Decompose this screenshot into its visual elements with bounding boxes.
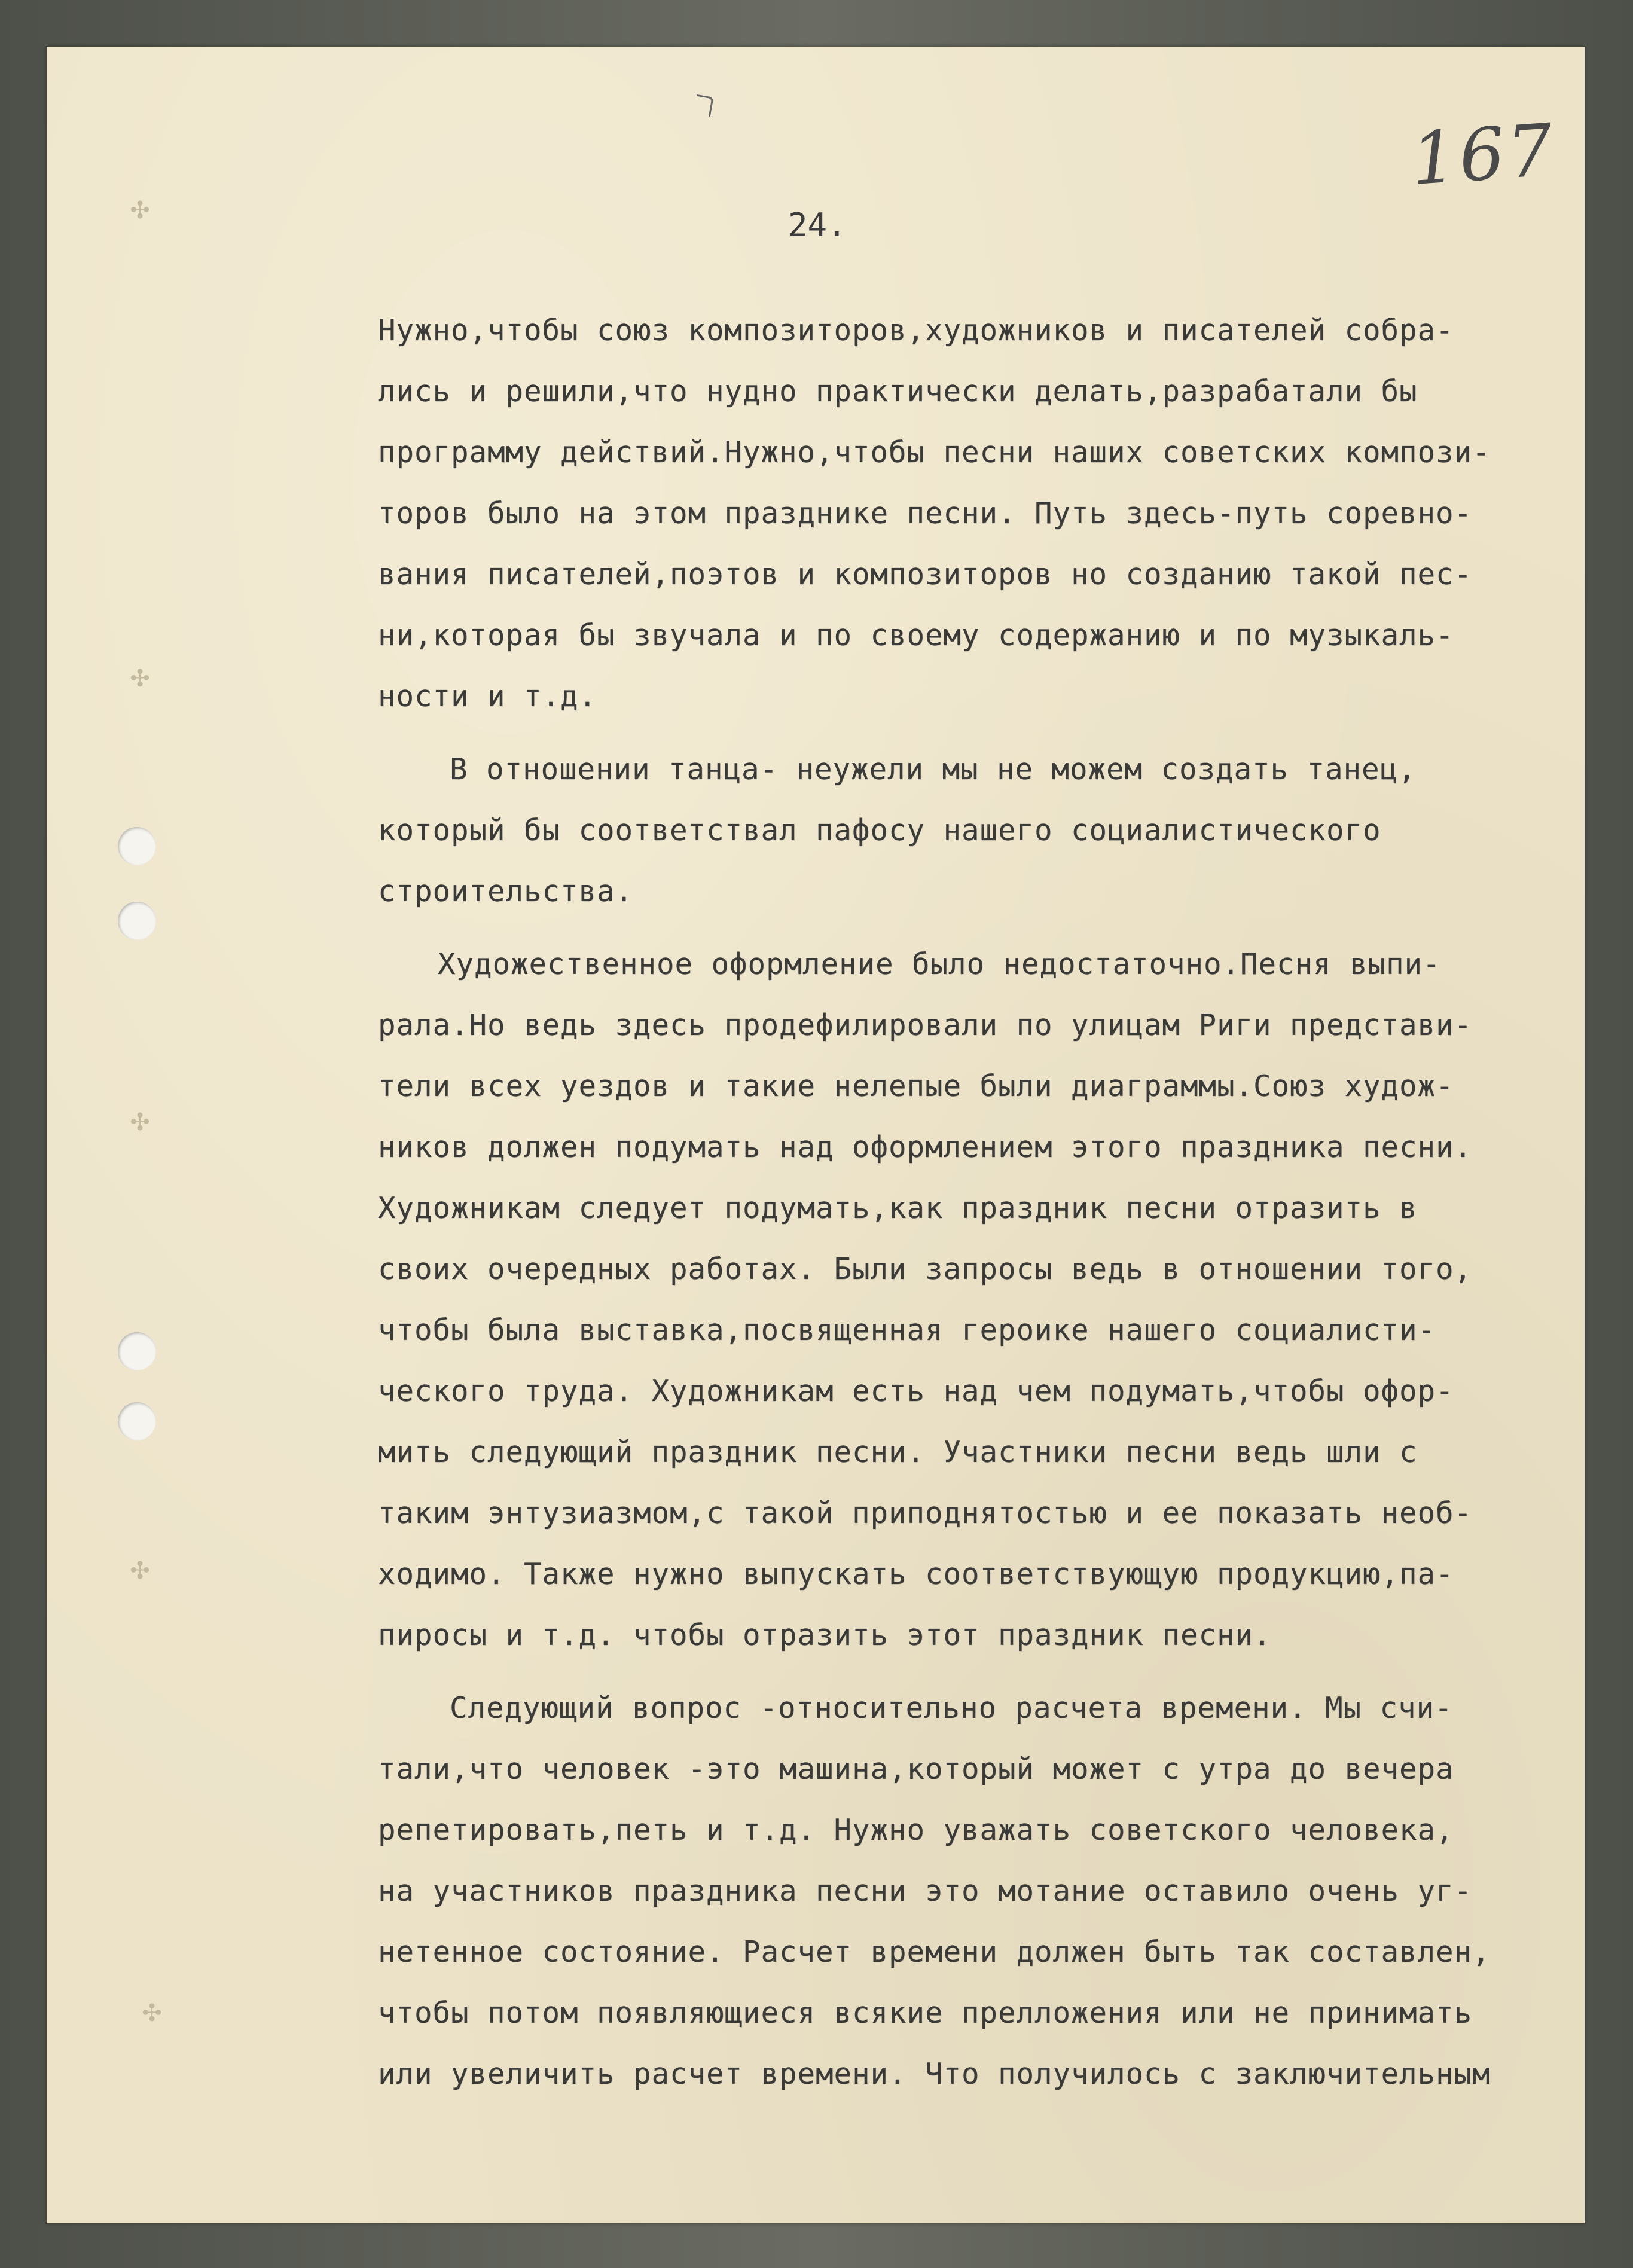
text-line: торов было на этом празднике песни. Путь здесь-путь соревно- [378,496,1473,530]
text-line: ников должен подумать над оформлением этого праздника песни. [378,1130,1473,1164]
emboss-mark-icon: ✣ [130,197,150,224]
page-number: 24. [788,206,847,244]
paragraph [378,300,1544,727]
text-line: ности и т.д. [378,679,597,713]
text-line: строительства. [378,874,634,908]
text-line: или увеличить расчет времени. Что получилось с заключительным [378,2057,1491,2091]
paragraph [378,934,1544,1666]
text-line: В отношении танца- неужели мы не можем создать танец, [450,752,1417,786]
text-line: программу действий.Нужно,чтобы песни наших советских компози- [378,435,1491,469]
text-line: лись и решили,что нудно практически делать,разрабатали бы [378,374,1418,408]
punch-hole [118,1332,156,1370]
typed-text-body [378,300,1544,2105]
text-line: чтобы потом появляющиеся всякие прелложения или не принимать [378,1996,1473,2030]
text-line: ходимо. Также нужно выпускать соответствующую продукцию,па- [378,1557,1454,1591]
text-line: который бы соответствал пафосу нашего социалистического [378,813,1381,847]
emboss-mark-icon: ✣ [130,1109,150,1136]
text-line: таким энтузиазмом,с такой приподнятостью и ее показать необ- [378,1496,1473,1530]
text-line: Художникам следует подумать,как праздник песни отразить в [378,1191,1418,1225]
punch-hole [118,902,156,940]
text-line: Художественное оформление было недостаточно.Песня выпи- [438,947,1441,981]
text-line: ни,которая бы звучала и по своему содержанию и по музыкаль- [378,618,1454,652]
punch-hole [118,1402,156,1440]
text-line: репетировать,петь и т.д. Нужно уважать советского человека, [378,1813,1454,1847]
text-line: ческого труда. Художникам есть над чем подумать,чтобы офор- [378,1374,1454,1408]
text-line: тали,что человек -это машина,который может с утра до вечера [378,1752,1454,1786]
text-line: пиросы и т.д. чтобы отразить этот праздник песни. [378,1618,1272,1652]
pencil-tick-mark [693,94,713,117]
text-line: рала.Но ведь здесь продефилировали по улицам Риги представи- [378,1008,1473,1042]
emboss-mark-icon: ✣ [130,665,150,692]
paragraph [378,1678,1544,2105]
text-line: Нужно,чтобы союз композиторов,художников и писателей собра- [378,313,1454,347]
text-line: вания писателей,поэтов и композиторов но созданию такой пес- [378,557,1473,591]
punch-hole [118,827,156,865]
paragraph [378,739,1544,922]
text-line: своих очередных работах. Были запросы ведь в отношении того, [378,1252,1473,1286]
text-line: нетенное состояние. Расчет времени должен быть так составлен, [378,1935,1491,1969]
text-line: Следующий вопрос -относительно расчета времени. Мы счи- [450,1691,1453,1725]
text-line: тели всех уездов и такие нелепые были диаграммы.Союз худож- [378,1069,1454,1103]
archive-page-number: 167 [1408,108,1558,202]
text-line: чтобы была выставка,посвященная героике нашего социалисти- [378,1313,1436,1347]
text-line: мить следующий праздник песни. Участники песни ведь шли с [378,1435,1418,1469]
emboss-mark-icon: ✣ [130,1557,150,1585]
emboss-mark-icon: ✣ [142,2000,162,2027]
text-line: на участников праздника песни это мотание оставило очень уг- [378,1874,1473,1908]
